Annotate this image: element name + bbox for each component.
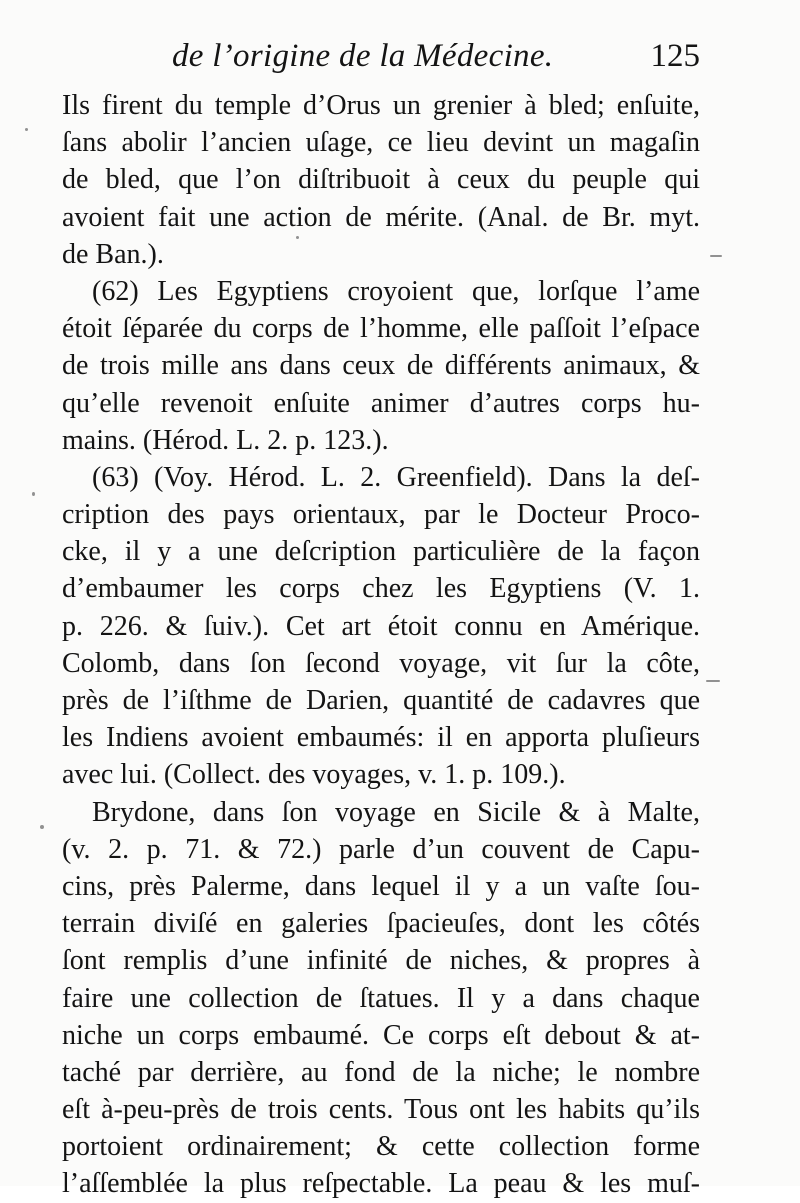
print-speck (706, 680, 720, 682)
running-title: de l’origine de la Médecine. (172, 38, 554, 74)
text-line: ſont remplis d’une infinité de niches, & propres à (62, 945, 700, 977)
note-62 (62, 273, 700, 459)
text-line: faire une collection de ſtatues. Il y a dans chaque (62, 982, 700, 1014)
note-63 (62, 459, 700, 794)
text-line: les Indiens avoient embaumés: il en apporta pluſieurs (62, 722, 700, 754)
text-line: cke, il y a une deſcription particulière de la façon (62, 536, 700, 568)
print-speck (296, 236, 299, 239)
text-line: (62) Les Egyptiens croyoient que, lorſque l’ame (92, 275, 700, 307)
body-text (62, 87, 700, 1203)
text-line: qu’elle revenoit enſuite animer d’autres corps hu- (62, 387, 700, 419)
text-line: mains. (Hérod. L. 2. p. 123.). (62, 424, 389, 456)
text-line: eſt à-peu-près de trois cents. Tous ont les habits qu’ils (62, 1094, 700, 1126)
text-line: taché par derrière, au fond de la niche; le nombre (62, 1056, 700, 1088)
text-line: avec lui. (Collect. des voyages, v. 1. p. 109.). (62, 759, 566, 791)
print-speck (25, 128, 28, 131)
text-line: terrain diviſé en galeries ſpacieuſes, dont les côtés (62, 908, 700, 940)
paragraph (62, 87, 700, 273)
print-speck (32, 492, 35, 496)
print-speck (710, 255, 722, 257)
text-line: de bled, que l’on diſtribuoit à ceux du peuple qui (62, 164, 700, 196)
text-line: d’embaumer les corps chez les Egyptiens (V. 1. (62, 573, 700, 605)
text-line: portoient ordinairement; & cette collection forme (62, 1131, 700, 1163)
text-line: près de l’iſthme de Darien, quantité de cadavres que (62, 685, 700, 716)
text-line: avoient fait une action de mérite. (Anal. de Br. myt. (62, 201, 700, 233)
text-line: (63) (Voy. Hérod. L. 2. Greenfield). Dans la deſ- (92, 461, 700, 493)
text-line: l’aſſemblée la plus reſpectable. La peau & les muſ- (62, 1168, 700, 1200)
text-line: niche un corps embaumé. Ce corps eſt debout & at- (62, 1019, 700, 1051)
text-line: p. 226. & ſuiv.). Cet art étoit connu en Amérique. (62, 610, 700, 642)
print-speck (40, 825, 44, 829)
text-line: (v. 2. p. 71. & 72.) parle d’un couvent de Capu- (62, 833, 700, 865)
page-number: 125 (650, 38, 700, 74)
text-line: de trois mille ans dans ceux de différents animaux, & (62, 350, 700, 382)
text-line: cins, près Palerme, dans lequel il y a un vaſte ſou- (62, 870, 700, 902)
text-line: ſans abolir l’ancien uſage, ce lieu devint un magaſin (62, 127, 700, 159)
text-line: cription des pays orientaux, par le Docteur Proco- (62, 499, 700, 531)
page-header (62, 38, 700, 86)
text-line: Colomb, dans ſon ſecond voyage, vit ſur la côte, (62, 647, 700, 679)
text-line: Ils firent du temple d’Orus un grenier à bled; enſuite, (62, 90, 700, 121)
text-line: étoit ſéparée du corps de l’homme, elle paſſoit l’eſpace (62, 313, 700, 345)
text-line: de Ban.). (62, 238, 164, 270)
text-line: Brydone, dans ſon voyage en Sicile & à Malte, (92, 796, 700, 828)
paragraph-brydone (62, 794, 700, 1203)
